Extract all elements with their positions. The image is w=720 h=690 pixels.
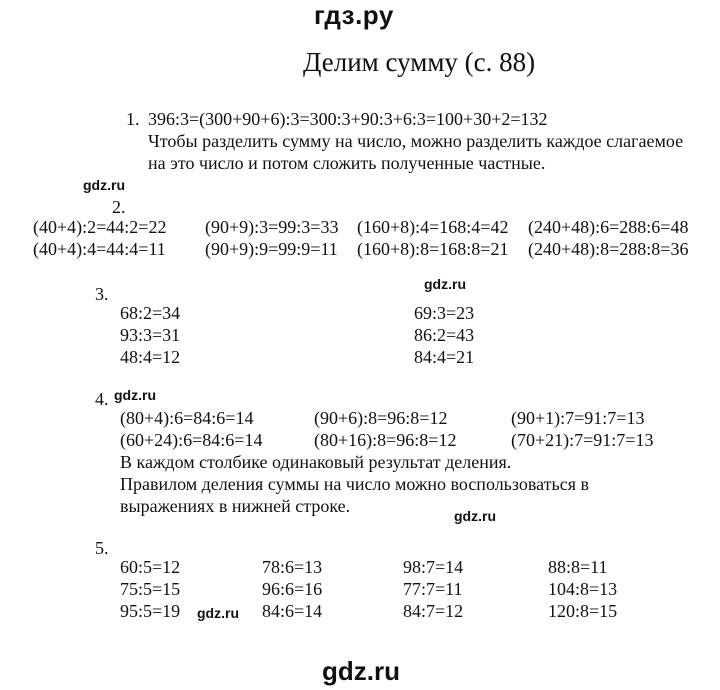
- watermark-bottom: gdz.ru: [322, 656, 400, 686]
- task-4-number: 4.: [95, 389, 109, 409]
- task-5-col3-item: 77:7=11: [403, 579, 463, 599]
- task-4-row2-item: (60+24):6=84:6=14: [120, 430, 263, 450]
- task-2-row1-item: (40+4):2=44:2=22: [33, 217, 167, 237]
- task-4-row1-item: (90+6):8=96:8=12: [314, 408, 448, 428]
- task-5-col2-item: 84:6=14: [262, 601, 323, 621]
- task-5-col1-item: 75:5=15: [120, 579, 181, 599]
- task-5-number: 5.: [95, 538, 109, 558]
- task-3-col1-item: 48:4=12: [120, 347, 181, 367]
- task-5-col4-item: 120:8=15: [548, 601, 618, 621]
- task-4-text-line-2: Правилом деления суммы на число можно воспользоваться в: [120, 474, 590, 494]
- task-3-col2-item: 69:3=23: [414, 303, 475, 323]
- task-5-col3-item: 98:7=14: [403, 557, 464, 577]
- watermark-small-4: gdz.ru: [454, 508, 496, 524]
- task-2-row1-item: (240+48):6=288:6=48: [528, 217, 689, 237]
- task-5-col1-item: 60:5=12: [120, 557, 181, 577]
- task-3-col1-item: 93:3=31: [120, 325, 181, 345]
- task-3-number: 3.: [95, 284, 109, 304]
- task-1-text-line-2: на это число и потом сложить полученные частные.: [148, 153, 546, 173]
- task-2-row2-item: (160+8):8=168:8=21: [357, 239, 509, 259]
- task-4-row1-item: (90+1):7=91:7=13: [511, 408, 645, 428]
- task-2-row1-item: (90+9):3=99:3=33: [205, 217, 339, 237]
- task-3-col2-item: 84:4=21: [414, 347, 475, 367]
- task-1-expression: 396:3=(300+90+6):3=300:3+90:3+6:3=100+30+2=132: [148, 109, 548, 129]
- watermark-small-2: gdz.ru: [424, 276, 466, 292]
- watermark-small-3: gdz.ru: [114, 387, 156, 403]
- task-4-row1-item: (80+4):6=84:6=14: [120, 408, 254, 428]
- watermark-top: гдз.ру: [314, 0, 394, 30]
- task-1-text-line-1: Чтобы разделить сумму на число, можно разделить каждое слагаемое: [148, 131, 684, 151]
- watermark-small-5: gdz.ru: [197, 605, 239, 621]
- task-4-text-line-3: выражениях в нижней строке.: [120, 496, 351, 516]
- task-3-col1-item: 68:2=34: [120, 303, 181, 323]
- page-title: Делим сумму (с. 88): [303, 47, 536, 77]
- task-1-number: 1.: [126, 109, 140, 129]
- task-2-row2-item: (90+9):9=99:9=11: [205, 239, 338, 259]
- task-2-row1-item: (160+8):4=168:4=42: [357, 217, 509, 237]
- task-2-row2-item: (240+48):8=288:8=36: [528, 239, 689, 259]
- task-5-col2-item: 78:6=13: [262, 557, 323, 577]
- task-5-col1-item: 95:5=19: [120, 601, 181, 621]
- task-4-row2-item: (80+16):8=96:8=12: [314, 430, 457, 450]
- task-4-text-line-1: В каждом столбике одинаковый результат деления.: [120, 452, 512, 472]
- task-5-col4-item: 104:8=13: [548, 579, 618, 599]
- task-5-col2-item: 96:6=16: [262, 579, 323, 599]
- task-2-row2-item: (40+4):4=44:4=11: [33, 239, 166, 259]
- task-5-col4-item: 88:8=11: [548, 557, 608, 577]
- task-3-col2-item: 86:2=43: [414, 325, 475, 345]
- task-4-row2-item: (70+21):7=91:7=13: [511, 430, 654, 450]
- task-2-number: 2.: [112, 197, 126, 217]
- watermark-small-1: gdz.ru: [83, 177, 125, 193]
- task-5-col3-item: 84:7=12: [403, 601, 464, 621]
